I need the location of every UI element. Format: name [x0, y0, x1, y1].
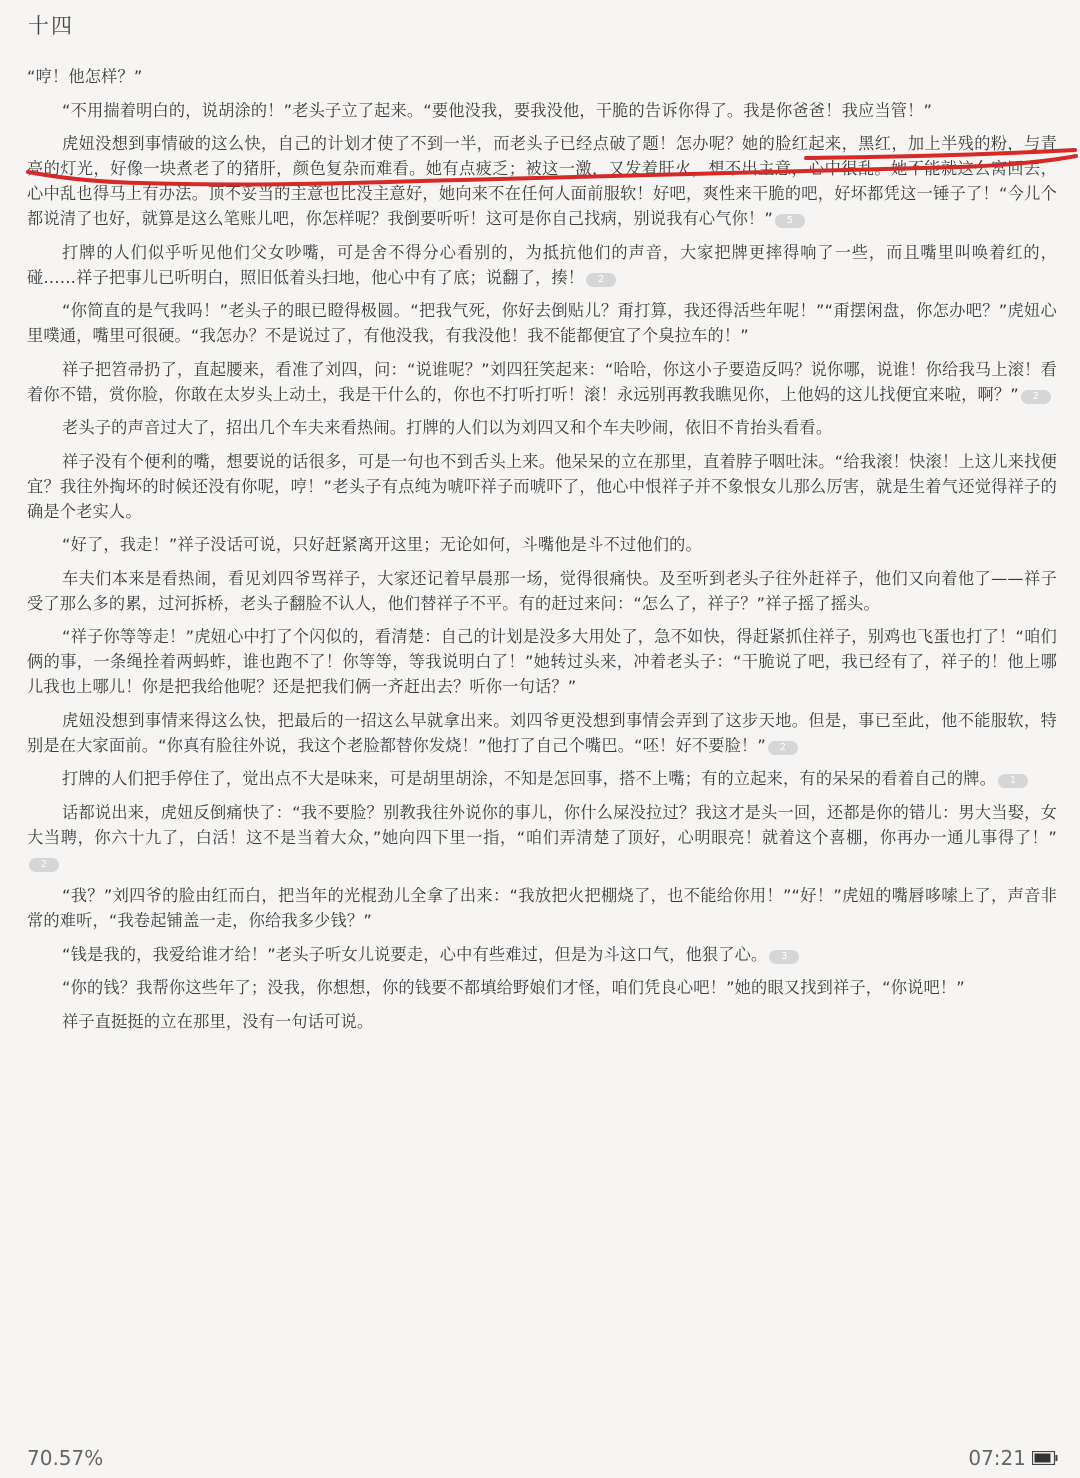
paragraph	[27, 415, 1057, 440]
comment-count-badge[interactable]: 2	[29, 858, 59, 872]
paragraph-text: “你的钱？我帮你这些年了；没我，你想想，你的钱要不都填给野娘们才怪，咱们凭良心吧！”她的眼又找到祥子，“你说吧！”	[62, 978, 965, 997]
paragraph	[27, 298, 1057, 348]
paragraph	[27, 98, 1057, 123]
comment-count-badge[interactable]: 2	[1021, 390, 1051, 404]
clock-time: 07:21	[968, 1446, 1026, 1470]
paragraph-text: 老头子的声音过大了，招出几个车夫来看热闹。打牌的人们以为刘四又和个车夫吵闹，依旧不肯抬头看看。	[62, 418, 833, 437]
comment-count-badge[interactable]: 2	[768, 741, 798, 755]
paragraph-text: “我？”刘四爷的脸由红而白，把当年的光棍劲儿全拿了出来：“我放把火把棚烧了，也不能给你用！”“好！”虎妞的嘴唇哆嗦上了，声音非常的难听，“我卷起铺盖一走，你给我多少钱？”	[27, 886, 1057, 930]
reading-progress: 70.57%	[27, 1446, 104, 1470]
paragraph	[27, 975, 1057, 1000]
paragraph	[27, 357, 1057, 407]
paragraph-text: “钱是我的，我爱给谁才给！”老头子听女儿说要走，心中有些难过，但是为斗这口气，他狠了心。	[62, 944, 768, 964]
paragraph-text: “哼！他怎样？”	[27, 67, 143, 86]
comment-count-badge[interactable]: 3	[769, 950, 799, 964]
paragraph	[27, 240, 1057, 290]
comment-count-badge[interactable]: 1	[998, 774, 1028, 788]
paragraph-text: 祥子直挺挺的立在那里，没有一句话可说。	[62, 1011, 374, 1031]
status-area	[968, 1446, 1058, 1470]
paragraph	[27, 532, 1057, 557]
comment-count-badge[interactable]: 5	[775, 214, 805, 228]
paragraph-text: 虎妞没想到事情破的这么快，自己的计划才使了不到一半，而老头子已经点破了题！怎办呢？她的脸红起来，黑红，加上半残的粉，与青亮的灯光，好像一块煮老了的猪肝，颜色复杂而难看。她有点疲乏；被这一激，又发着肝火，想不出主意，心中很乱。她不能就这么窝回去，心中乱也得马上有办法。顶不妥当的主意也比没主意好，她向来不在任何人面前服软！好吧，爽性来干脆的吧，好坏都凭这一锤子了！“今儿个都说清了也好，就算是这么笔账儿吧，你怎样呢？我倒要听听！这可是你自己找病，别说我有心气你！”	[27, 134, 1057, 228]
reading-content[interactable]	[27, 64, 1057, 1042]
paragraph	[27, 942, 1057, 967]
paragraph-text: 车夫们本来是看热闹，看见刘四爷骂祥子，大家还记着早晨那一场，觉得很痛快。及至听到老头子往外赶祥子，他们又向着他了——祥子受了那么多的累，过河拆桥，老头子翻脸不认人，他们替祥子不平。有的赶过来问：“怎么了，祥子？”祥子摇了摇头。	[27, 568, 1057, 613]
paragraph	[27, 883, 1057, 933]
paragraph-text: “祥子你等等走！”虎妞心中打了个闪似的，看清楚：自己的计划是没多大用处了，急不如快，得赶紧抓住祥子，别鸡也飞蛋也打了！“咱们俩的事，一条绳拴着两蚂蚱，谁也跑不了！你等等，等我说明白了！”她转过头来，冲着老头子：“干脆说了吧，我已经有了，祥子的！他上哪儿我也上哪儿！你是把我给他呢？还是把我们俩一齐赶出去？听你一句话？”	[27, 627, 1057, 696]
chapter-title: 十四	[28, 14, 74, 38]
paragraph	[27, 1009, 1057, 1034]
paragraph	[27, 624, 1057, 699]
paragraph	[27, 131, 1057, 231]
paragraph-text: “你简直的是气我吗！”老头子的眼已瞪得极圆。“把我气死，你好去倒贴儿？甭打算，我还得活些年呢！”“甭摆闲盘，你怎办吧？”虎妞心里噗通，嘴里可很硬。“我怎办？不是说过了，有他没我，有我没他！我不能都便宜了个臭拉车的！”	[27, 301, 1057, 345]
paragraph-text: 打牌的人们把手停住了，觉出点不大是味来，可是胡里胡涂，不知是怎回事，搭不上嘴；有的立起来，有的呆呆的看着自己的牌。	[62, 769, 997, 788]
paragraph-text: “好了，我走！”祥子没话可说，只好赶紧离开这里；无论如何，斗嘴他是斗不过他们的。	[62, 535, 702, 554]
paragraph-text: 祥子没有个便利的嘴，想要说的话很多，可是一句也不到舌头上来。他呆呆的立在那里，直着脖子咽吐沫。“给我滚！快滚！上这儿来找便宜？我往外掏坏的时候还没有你呢，哼！”老头子有点纯为唬吓祥子而唬吓了，他心中恨祥子并不象恨女儿那么厉害，就是生着气还觉得祥子的确是个老实人。	[27, 451, 1057, 521]
comment-count-badge[interactable]: 2	[586, 273, 616, 287]
paragraph-text: 祥子把笤帚扔了，直起腰来，看准了刘四，问：“说谁呢？”刘四狂笑起来：“哈哈，你这小子要造反吗？说你哪，说谁！你给我马上滚！看着你不错，赏你脸，你敢在太岁头上动土，我是干什么的，你也不打听打听！滚！永远别再教我瞧见你，上他妈的这儿找便宜来啦，啊？”	[27, 359, 1057, 404]
paragraph	[27, 800, 1057, 875]
paragraph	[27, 708, 1057, 758]
paragraph-text: 打牌的人们似乎听见他们父女吵嘴，可是舍不得分心看别的，为抵抗他们的声音，大家把牌更摔得响了一些，而且嘴里叫唤着红的，碰……祥子把事儿已听明白，照旧低着头扫地，他心中有了底；说翻了，揍！	[27, 242, 1057, 287]
paragraph-text: 话都说出来，虎妞反倒痛快了：“我不要脸？别教我往外说你的事儿，你什么屎没拉过？我这才是头一回，还都是你的错儿：男大当娶，女大当聘，你六十九了，白活！这不是当着大众，”她向四下里一指，“咱们弄清楚了顶好，心明眼亮！就着这个喜棚，你再办一通儿事得了！”	[27, 802, 1057, 847]
paragraph-text: “不用揣着明白的，说胡涂的！”老头子立了起来。“要他没我，要我没他，干脆的告诉你得了。我是你爸爸！我应当管！”	[62, 100, 933, 120]
paragraph	[27, 566, 1057, 616]
paragraph	[27, 766, 1057, 791]
paragraph-text: 虎妞没想到事情来得这么快，把最后的一招这么早就拿出来。刘四爷更没想到事情会弄到了这步天地。但是，事已至此，他不能服软，特别是在大家面前。“你真有脸往外说，我这个老脸都替你发烧！”他打了自己个嘴巴。“呸！好不要脸！”	[27, 710, 1057, 755]
battery-icon	[1032, 1451, 1058, 1465]
paragraph	[27, 64, 1057, 89]
paragraph	[27, 449, 1057, 524]
